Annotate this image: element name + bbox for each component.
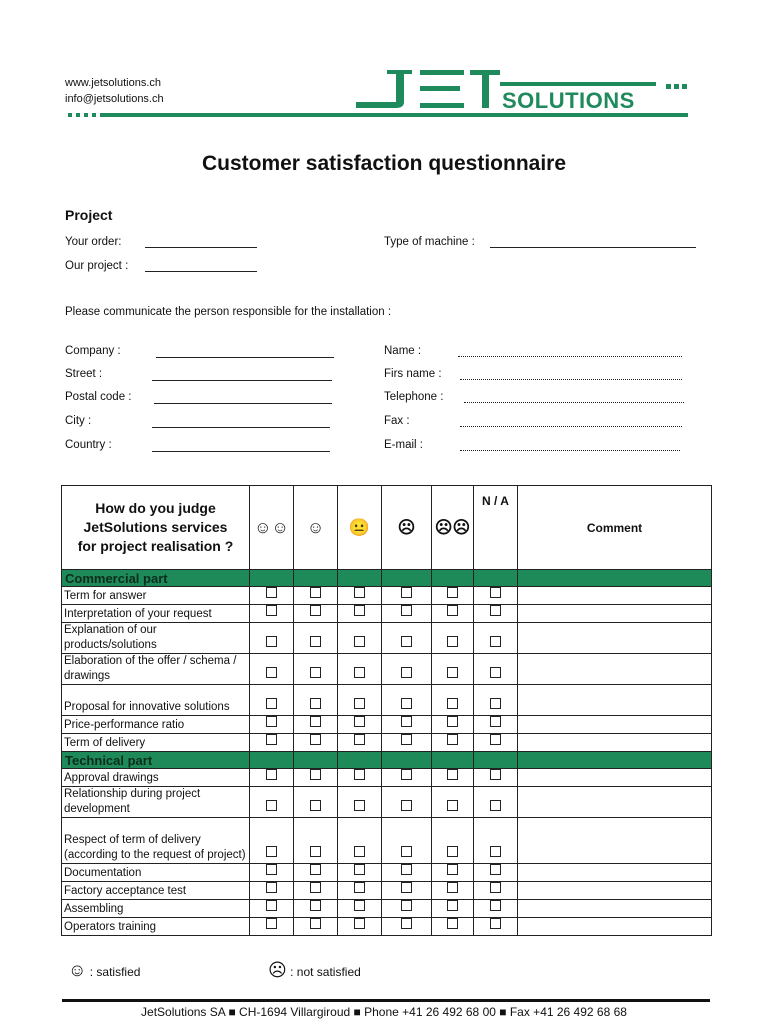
neutral-checkbox[interactable] <box>354 918 365 929</box>
project-heading: Project <box>65 207 113 223</box>
unsatisfied-checkbox[interactable] <box>401 800 412 811</box>
country-field[interactable] <box>152 451 330 452</box>
satisfied-checkbox[interactable] <box>310 716 321 727</box>
very-satisfied-cell <box>250 818 294 864</box>
section-header-row <box>62 570 712 587</box>
neutral-cell <box>338 900 382 918</box>
table-row <box>62 864 712 882</box>
table-row <box>62 734 712 752</box>
criterion-label: Relationship during project development <box>62 787 250 818</box>
very-satisfied-cell <box>250 882 294 900</box>
very-satisfied-cell <box>250 587 294 605</box>
unsatisfied-checkbox[interactable] <box>401 769 412 780</box>
na-cell <box>474 900 518 918</box>
section-header-cell <box>250 570 294 587</box>
neutral-icon: 😐 <box>338 486 382 570</box>
unsatisfied-cell <box>382 900 432 918</box>
very-satisfied-checkbox[interactable] <box>266 900 277 911</box>
na-checkbox[interactable] <box>490 864 501 875</box>
unsatisfied-cell <box>382 787 432 818</box>
very-unsatisfied-checkbox[interactable] <box>447 769 458 780</box>
unsatisfied-cell <box>382 918 432 936</box>
na-cell <box>474 734 518 752</box>
section-header-cell <box>474 570 518 587</box>
section-header-cell <box>518 752 712 769</box>
neutral-checkbox[interactable] <box>354 716 365 727</box>
satisfied-icon: ☺ <box>294 486 338 570</box>
your-order-label: Your order: <box>65 236 122 248</box>
na-cell <box>474 716 518 734</box>
questionnaire-table-wrap <box>61 485 711 936</box>
very-satisfied-cell <box>250 787 294 818</box>
satisfied-checkbox[interactable] <box>310 864 321 875</box>
unsatisfied-cell <box>382 734 432 752</box>
criterion-label: Price-performance ratio <box>62 716 250 734</box>
unsatisfied-cell <box>382 605 432 623</box>
criterion-label: Term for answer <box>62 587 250 605</box>
na-header: N / A <box>474 486 518 570</box>
unsatisfied-cell <box>382 864 432 882</box>
na-checkbox[interactable] <box>490 716 501 727</box>
street-label: Street : <box>65 368 103 380</box>
unsatisfied-cell <box>382 769 432 787</box>
neutral-cell <box>338 818 382 864</box>
satisfied-checkbox[interactable] <box>310 734 321 745</box>
comment-cell[interactable] <box>518 864 712 882</box>
very-satisfied-cell <box>250 654 294 685</box>
question-line: for project realisation ? <box>77 538 234 554</box>
satisfied-checkbox[interactable] <box>310 900 321 911</box>
section-header-cell <box>294 752 338 769</box>
na-cell <box>474 623 518 654</box>
very-unsatisfied-cell <box>432 864 474 882</box>
very-unsatisfied-cell <box>432 605 474 623</box>
satisfied-cell <box>294 882 338 900</box>
section-title: Commercial part <box>62 570 250 587</box>
satisfied-cell <box>294 734 338 752</box>
city-field[interactable] <box>152 427 330 428</box>
very-satisfied-icon: ☺☺ <box>250 486 294 570</box>
neutral-cell <box>338 864 382 882</box>
company-label: Company : <box>65 345 121 357</box>
satisfied-cell <box>294 900 338 918</box>
neutral-cell <box>338 623 382 654</box>
very-unsatisfied-checkbox[interactable] <box>447 882 458 893</box>
header-rule <box>100 113 688 117</box>
table-row <box>62 900 712 918</box>
very-unsatisfied-cell <box>432 734 474 752</box>
na-checkbox[interactable] <box>490 918 501 929</box>
very-unsatisfied-cell <box>432 900 474 918</box>
telephone-label: Telephone : <box>384 391 444 403</box>
very-unsatisfied-checkbox[interactable] <box>447 846 458 857</box>
question-header <box>62 486 250 570</box>
comment-cell[interactable] <box>518 769 712 787</box>
unsatisfied-checkbox[interactable] <box>401 864 412 875</box>
very-unsatisfied-checkbox[interactable] <box>447 605 458 616</box>
very-unsatisfied-checkbox[interactable] <box>447 864 458 875</box>
satisfied-cell <box>294 818 338 864</box>
unsatisfied-icon: ☹ <box>382 486 432 570</box>
na-checkbox[interactable] <box>490 769 501 780</box>
na-checkbox[interactable] <box>490 846 501 857</box>
very-unsatisfied-checkbox[interactable] <box>447 716 458 727</box>
footer-address: CH-1694 Villargiroud <box>239 1005 351 1019</box>
na-cell <box>474 918 518 936</box>
very-satisfied-checkbox[interactable] <box>266 667 277 678</box>
neutral-checkbox[interactable] <box>354 698 365 709</box>
city-label: City : <box>65 415 92 427</box>
table-row <box>62 587 712 605</box>
very-satisfied-checkbox[interactable] <box>266 846 277 857</box>
criterion-label: Approval drawings <box>62 769 250 787</box>
na-cell <box>474 769 518 787</box>
your-order-field[interactable] <box>145 247 257 248</box>
very-unsatisfied-checkbox[interactable] <box>447 587 458 598</box>
very-satisfied-checkbox[interactable] <box>266 882 277 893</box>
satisfied-cell <box>294 918 338 936</box>
very-unsatisfied-cell <box>432 882 474 900</box>
name-label: Name : <box>384 345 422 357</box>
name-field[interactable] <box>458 356 682 357</box>
comment-cell[interactable] <box>518 734 712 752</box>
na-checkbox[interactable] <box>490 667 501 678</box>
section-header-cell <box>338 570 382 587</box>
fax-field[interactable] <box>460 426 682 427</box>
very-satisfied-cell <box>250 605 294 623</box>
very-satisfied-checkbox[interactable] <box>266 864 277 875</box>
postal-code-label: Postal code : <box>65 391 132 403</box>
very-unsatisfied-checkbox[interactable] <box>447 667 458 678</box>
questionnaire-table <box>61 485 712 936</box>
satisfied-checkbox[interactable] <box>310 769 321 780</box>
unsatisfied-cell <box>382 685 432 716</box>
very-satisfied-checkbox[interactable] <box>266 698 277 709</box>
email-field[interactable] <box>460 450 680 451</box>
fax-label: Fax : <box>384 415 410 427</box>
neutral-cell <box>338 716 382 734</box>
table-row <box>62 787 712 818</box>
satisfied-cell <box>294 587 338 605</box>
na-cell <box>474 864 518 882</box>
comment-cell[interactable] <box>518 818 712 864</box>
comment-cell[interactable] <box>518 716 712 734</box>
very-satisfied-checkbox[interactable] <box>266 734 277 745</box>
very-unsatisfied-checkbox[interactable] <box>447 734 458 745</box>
very-satisfied-cell <box>250 734 294 752</box>
very-satisfied-cell <box>250 864 294 882</box>
na-checkbox[interactable] <box>490 636 501 647</box>
first-name-label: Firs name : <box>384 368 442 380</box>
satisfied-checkbox[interactable] <box>310 918 321 929</box>
header-dots <box>68 113 96 117</box>
comment-cell[interactable] <box>518 654 712 685</box>
very-unsatisfied-checkbox[interactable] <box>447 636 458 647</box>
satisfied-checkbox[interactable] <box>310 667 321 678</box>
footer-company: JetSolutions SA <box>141 1005 226 1019</box>
email-label: E-mail : <box>384 439 423 451</box>
criterion-label: Explanation of our products/solutions <box>62 623 250 654</box>
our-project-field[interactable] <box>145 271 257 272</box>
satisfied-checkbox[interactable] <box>310 605 321 616</box>
very-unsatisfied-icon: ☹☹ <box>432 486 474 570</box>
very-unsatisfied-cell <box>432 623 474 654</box>
satisfied-cell <box>294 787 338 818</box>
very-unsatisfied-checkbox[interactable] <box>447 918 458 929</box>
criterion-label: Elaboration of the offer / schema / drawings <box>62 654 250 685</box>
very-satisfied-checkbox[interactable] <box>266 800 277 811</box>
unsatisfied-checkbox[interactable] <box>401 882 412 893</box>
neutral-checkbox[interactable] <box>354 846 365 857</box>
very-satisfied-checkbox[interactable] <box>266 716 277 727</box>
table-row <box>62 685 712 716</box>
na-checkbox[interactable] <box>490 698 501 709</box>
very-satisfied-cell <box>250 769 294 787</box>
section-title: Technical part <box>62 752 250 769</box>
comment-cell[interactable] <box>518 900 712 918</box>
section-header-cell <box>474 752 518 769</box>
section-header-cell <box>518 570 712 587</box>
very-satisfied-cell <box>250 716 294 734</box>
unsatisfied-checkbox[interactable] <box>401 918 412 929</box>
svg-text:SOLUTIONS: SOLUTIONS <box>502 88 635 113</box>
unsatisfied-cell <box>382 882 432 900</box>
section-header-cell <box>382 752 432 769</box>
very-unsatisfied-cell <box>432 769 474 787</box>
satisfied-cell <box>294 716 338 734</box>
criterion-label: Respect of term of delivery (according to the request of project) <box>62 818 250 864</box>
criterion-label: Operators training <box>62 918 250 936</box>
section-header-cell <box>294 570 338 587</box>
very-unsatisfied-cell <box>432 654 474 685</box>
unsatisfied-checkbox[interactable] <box>401 636 412 647</box>
comment-cell[interactable] <box>518 605 712 623</box>
footer: JetSolutions SA ■ CH-1694 Villargiroud ■ Phone +41 26 492 68 00 ■ Fax +41 26 492 68 68 <box>141 1005 627 1019</box>
satisfied-cell <box>294 864 338 882</box>
satisfied-cell <box>294 623 338 654</box>
email-text: info@jetsolutions.ch <box>65 93 164 105</box>
satisfied-checkbox[interactable] <box>310 636 321 647</box>
postal-code-field[interactable] <box>154 403 332 404</box>
na-cell <box>474 685 518 716</box>
na-checkbox[interactable] <box>490 900 501 911</box>
very-unsatisfied-checkbox[interactable] <box>447 800 458 811</box>
very-unsatisfied-checkbox[interactable] <box>447 698 458 709</box>
section-header-cell <box>432 570 474 587</box>
first-name-field[interactable] <box>460 379 682 380</box>
satisfied-legend-icon: ☺ <box>68 960 87 980</box>
na-checkbox[interactable] <box>490 734 501 745</box>
very-unsatisfied-cell <box>432 818 474 864</box>
table-row <box>62 654 712 685</box>
comment-cell[interactable] <box>518 623 712 654</box>
criterion-label: Assembling <box>62 900 250 918</box>
very-satisfied-cell <box>250 623 294 654</box>
very-satisfied-cell <box>250 918 294 936</box>
satisfied-checkbox[interactable] <box>310 587 321 598</box>
unsatisfied-checkbox[interactable] <box>401 667 412 678</box>
section-header-cell <box>382 570 432 587</box>
criterion-label: Term of delivery <box>62 734 250 752</box>
footer-phone: Phone +41 26 492 68 00 <box>364 1005 496 1019</box>
neutral-checkbox[interactable] <box>354 636 365 647</box>
telephone-field[interactable] <box>464 402 684 403</box>
satisfied-legend-label: : satisfied <box>89 965 141 979</box>
section-header-cell <box>432 752 474 769</box>
na-checkbox[interactable] <box>490 605 501 616</box>
na-cell <box>474 654 518 685</box>
table-row <box>62 918 712 936</box>
na-cell <box>474 605 518 623</box>
criterion-label: Proposal for innovative solutions <box>62 685 250 716</box>
questionnaire-body <box>62 570 712 936</box>
neutral-checkbox[interactable] <box>354 800 365 811</box>
comment-cell[interactable] <box>518 787 712 818</box>
satisfied-checkbox[interactable] <box>310 846 321 857</box>
satisfied-checkbox[interactable] <box>310 800 321 811</box>
very-satisfied-cell <box>250 900 294 918</box>
very-satisfied-checkbox[interactable] <box>266 605 277 616</box>
website-text: www.jetsolutions.ch <box>65 77 161 89</box>
neutral-cell <box>338 587 382 605</box>
legend-satisfied <box>68 960 140 980</box>
criterion-label: Interpretation of your request <box>62 605 250 623</box>
neutral-cell <box>338 734 382 752</box>
neutral-cell <box>338 882 382 900</box>
very-satisfied-checkbox[interactable] <box>266 636 277 647</box>
very-satisfied-checkbox[interactable] <box>266 587 277 598</box>
machine-type-label: Type of machine : <box>384 236 475 248</box>
neutral-checkbox[interactable] <box>354 667 365 678</box>
very-unsatisfied-cell <box>432 787 474 818</box>
satisfied-checkbox[interactable] <box>310 698 321 709</box>
question-line: How do you judge <box>95 500 216 516</box>
na-cell <box>474 882 518 900</box>
neutral-cell <box>338 654 382 685</box>
not-satisfied-legend-icon: ☹ <box>268 960 287 980</box>
na-checkbox[interactable] <box>490 800 501 811</box>
neutral-cell <box>338 918 382 936</box>
very-satisfied-checkbox[interactable] <box>266 769 277 780</box>
neutral-checkbox[interactable] <box>354 734 365 745</box>
neutral-checkbox[interactable] <box>354 587 365 598</box>
satisfied-cell <box>294 605 338 623</box>
unsatisfied-checkbox[interactable] <box>401 716 412 727</box>
na-cell <box>474 818 518 864</box>
table-row <box>62 623 712 654</box>
satisfied-checkbox[interactable] <box>310 882 321 893</box>
na-cell <box>474 587 518 605</box>
section-header-cell <box>250 752 294 769</box>
legend-not-satisfied <box>268 960 361 980</box>
our-project-label: Our project : <box>65 260 129 272</box>
table-row <box>62 882 712 900</box>
very-unsatisfied-cell <box>432 716 474 734</box>
very-unsatisfied-cell <box>432 918 474 936</box>
very-satisfied-checkbox[interactable] <box>266 918 277 929</box>
street-field[interactable] <box>152 380 332 381</box>
unsatisfied-checkbox[interactable] <box>401 846 412 857</box>
neutral-cell <box>338 787 382 818</box>
criterion-label: Factory acceptance test <box>62 882 250 900</box>
header-contact <box>65 75 164 107</box>
comment-cell[interactable] <box>518 918 712 936</box>
neutral-checkbox[interactable] <box>354 769 365 780</box>
satisfied-cell <box>294 654 338 685</box>
comment-cell[interactable] <box>518 685 712 716</box>
satisfied-cell <box>294 685 338 716</box>
neutral-cell <box>338 605 382 623</box>
footer-rule <box>62 999 710 1002</box>
responsible-prompt: Please communicate the person responsible for the installation : <box>65 306 392 318</box>
footer-fax: Fax +41 26 492 68 68 <box>509 1005 627 1019</box>
not-satisfied-legend-label: : not satisfied <box>290 965 361 979</box>
neutral-cell <box>338 685 382 716</box>
na-checkbox[interactable] <box>490 587 501 598</box>
table-row <box>62 716 712 734</box>
table-row <box>62 605 712 623</box>
company-field[interactable] <box>156 357 334 358</box>
na-checkbox[interactable] <box>490 882 501 893</box>
comment-header: Comment <box>518 486 712 570</box>
country-label: Country : <box>65 439 112 451</box>
comment-cell[interactable] <box>518 587 712 605</box>
section-header-cell <box>338 752 382 769</box>
neutral-checkbox[interactable] <box>354 900 365 911</box>
page-title: Customer satisfaction questionnaire <box>201 152 567 175</box>
unsatisfied-cell <box>382 587 432 605</box>
unsatisfied-cell <box>382 716 432 734</box>
criterion-label: Documentation <box>62 864 250 882</box>
unsatisfied-checkbox[interactable] <box>401 900 412 911</box>
unsatisfied-checkbox[interactable] <box>401 587 412 598</box>
machine-type-field[interactable] <box>490 247 696 248</box>
satisfied-cell <box>294 769 338 787</box>
unsatisfied-cell <box>382 654 432 685</box>
very-unsatisfied-cell <box>432 587 474 605</box>
unsatisfied-cell <box>382 818 432 864</box>
unsatisfied-checkbox[interactable] <box>401 698 412 709</box>
question-line: JetSolutions services <box>83 519 228 535</box>
very-unsatisfied-cell <box>432 685 474 716</box>
section-header-row <box>62 752 712 769</box>
very-unsatisfied-checkbox[interactable] <box>447 900 458 911</box>
unsatisfied-cell <box>382 623 432 654</box>
unsatisfied-checkbox[interactable] <box>401 605 412 616</box>
unsatisfied-checkbox[interactable] <box>401 734 412 745</box>
na-cell <box>474 787 518 818</box>
neutral-checkbox[interactable] <box>354 864 365 875</box>
table-row <box>62 769 712 787</box>
comment-cell[interactable] <box>518 882 712 900</box>
very-satisfied-cell <box>250 685 294 716</box>
table-row <box>62 818 712 864</box>
neutral-checkbox[interactable] <box>354 882 365 893</box>
neutral-checkbox[interactable] <box>354 605 365 616</box>
neutral-cell <box>338 769 382 787</box>
